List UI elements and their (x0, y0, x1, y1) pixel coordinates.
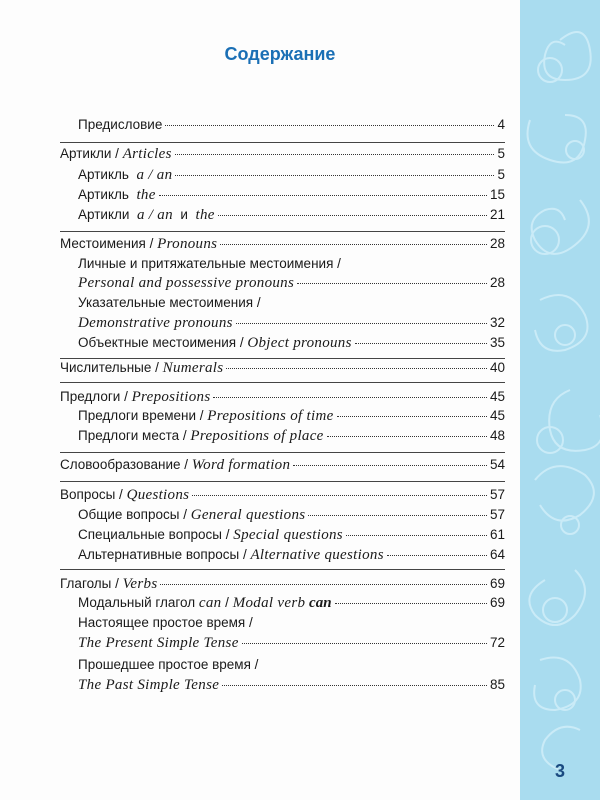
toc-entry-general-questions[interactable] (78, 506, 505, 524)
entry-page: 69 (489, 595, 505, 610)
entry-page: 57 (489, 507, 505, 522)
entry-title: Прошедшее простое время / (78, 657, 259, 672)
toc-entry-modal-can[interactable] (78, 594, 505, 612)
dot-leader (337, 415, 487, 417)
dot-leader (165, 124, 494, 126)
entry-title: Предлоги места / Prepositions of place (78, 428, 324, 444)
entry-title: Артикль a / an (78, 167, 173, 183)
entry-page: 69 (489, 576, 505, 591)
entry-title: Модальный глагол can / Modal verb can (78, 595, 332, 611)
entry-page: 15 (489, 187, 505, 202)
toc-entry-word-formation[interactable] (60, 456, 505, 474)
dot-leader (387, 554, 487, 556)
section-divider (60, 382, 505, 383)
dot-leader (335, 602, 487, 604)
entry-title: Объектные местоимения / Object pronouns (78, 335, 352, 351)
dot-leader (346, 534, 487, 536)
section-divider (60, 452, 505, 453)
entry-page: 61 (489, 527, 505, 542)
entry-page: 5 (497, 146, 505, 161)
toc-entry-article-the[interactable] (78, 186, 505, 204)
dot-leader (355, 342, 487, 344)
entry-title: Настоящее простое время / (78, 615, 253, 630)
toc-entry-preface[interactable] (78, 116, 505, 134)
toc-entry-articles[interactable] (60, 145, 505, 163)
dot-leader (175, 174, 494, 176)
entry-page: 35 (489, 335, 505, 350)
entry-title: Артикли / Articles (60, 146, 172, 162)
toc-entry-questions[interactable] (60, 486, 505, 504)
toc-entry-demonstrative-ru[interactable] (78, 294, 505, 312)
toc-entry-present-ru[interactable] (78, 614, 505, 632)
entry-title: Артикли a / an и the (78, 207, 215, 223)
toc-entry-numerals[interactable] (60, 359, 505, 377)
section-divider (60, 569, 505, 570)
entry-page: 45 (489, 408, 505, 423)
toc-entry-special-questions[interactable] (78, 526, 505, 544)
dot-leader (293, 464, 487, 466)
entry-title: Предисловие (78, 117, 163, 132)
dot-leader (159, 194, 487, 196)
entry-title: Числительные / Numerals (60, 360, 224, 376)
entry-title: Указательные местоимения / (78, 295, 261, 310)
entry-page: 85 (489, 677, 505, 692)
entry-page: 40 (489, 360, 505, 375)
dot-leader (222, 684, 487, 686)
section-divider (60, 481, 505, 482)
section-divider (60, 231, 505, 232)
entry-page: 54 (489, 457, 505, 472)
toc-entry-verbs[interactable] (60, 575, 505, 593)
entry-title: Вопросы / Questions (60, 487, 190, 503)
toc-entry-present-en[interactable] (78, 634, 505, 652)
entry-page: 57 (489, 487, 505, 502)
dot-leader (308, 514, 487, 516)
entry-title: Personal and possessive pronouns (78, 275, 295, 291)
toc-entry-object-pronouns[interactable] (78, 334, 505, 352)
entry-title: Глаголы / Verbs (60, 576, 158, 592)
entry-title: Предлоги времени / Prepositions of time (78, 408, 334, 424)
entry-title: Demonstrative pronouns (78, 315, 233, 331)
entry-title: Специальные вопросы / Special questions (78, 527, 343, 543)
section-divider (60, 142, 505, 143)
toc-entry-demonstrative-en[interactable] (78, 314, 505, 332)
toc-entry-personal-ru[interactable] (78, 255, 505, 273)
page-number: 3 (554, 761, 565, 781)
dot-leader (218, 214, 487, 216)
entry-page: 28 (489, 236, 505, 251)
toc-entry-pronouns[interactable] (60, 235, 505, 253)
entry-title: Общие вопросы / General questions (78, 507, 306, 523)
dot-leader (192, 494, 487, 496)
toc-entry-prepositions-time[interactable] (78, 407, 505, 425)
entry-title: The Present Simple Tense (78, 635, 239, 651)
dot-leader (220, 243, 487, 245)
dot-leader (236, 322, 487, 324)
toc-entry-past-en[interactable] (78, 676, 505, 694)
entry-title: The Past Simple Tense (78, 677, 220, 693)
entry-title: Альтернативные вопросы / Alternative questions (78, 547, 384, 563)
dot-leader (226, 367, 487, 369)
entry-title: Личные и притяжательные местоимения / (78, 256, 341, 271)
entry-page: 64 (489, 547, 505, 562)
entry-page: 45 (489, 389, 505, 404)
entry-page: 72 (489, 635, 505, 650)
dot-leader (175, 153, 495, 155)
toc-entry-articles-a-the[interactable] (78, 206, 505, 224)
decorative-side-strip (520, 0, 600, 800)
entry-title: Словообразование / Word formation (60, 457, 291, 473)
toc-entry-alternative-questions[interactable] (78, 546, 505, 564)
toc-entry-past-ru[interactable] (78, 656, 505, 674)
entry-page: 5 (497, 167, 505, 182)
toc-entry-personal-en[interactable] (78, 274, 505, 292)
page-title: Содержание (224, 44, 336, 64)
entry-title: Предлоги / Prepositions (60, 389, 211, 405)
toc-entry-article-a[interactable] (78, 166, 505, 184)
dot-leader (327, 435, 487, 437)
dot-leader (160, 583, 487, 585)
entry-page: 48 (489, 428, 505, 443)
dot-leader (297, 282, 487, 284)
dot-leader (242, 642, 487, 644)
entry-page: 4 (497, 117, 505, 132)
entry-title: Артикль the (78, 187, 156, 203)
entry-page: 32 (489, 315, 505, 330)
entry-page: 21 (489, 207, 505, 222)
swirl-pattern-icon (520, 0, 600, 800)
toc-entry-prepositions-place[interactable] (78, 427, 505, 445)
toc-entry-prepositions[interactable] (60, 388, 505, 406)
entry-page: 28 (489, 275, 505, 290)
entry-title: Местоимения / Pronouns (60, 236, 218, 252)
dot-leader (213, 396, 487, 398)
